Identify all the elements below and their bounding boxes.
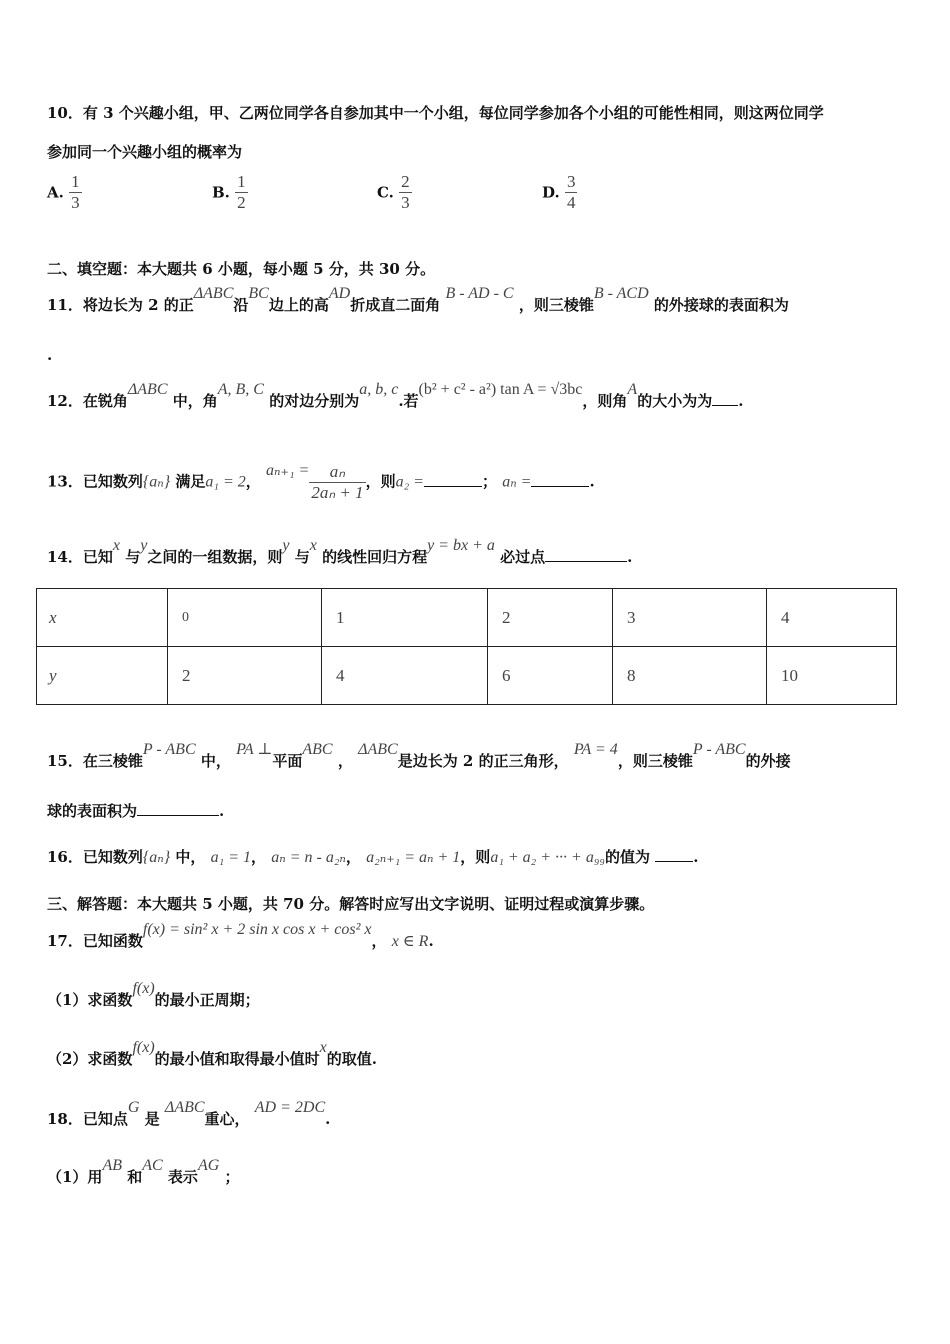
table-cell: 4 <box>767 589 897 647</box>
q14: 14．已知x 与y之间的一组数据，则y 与x 的线性回归方程y = bx + a 必过点 . <box>47 537 633 566</box>
fraction: $\frac{3}{4}$ <box>566 172 576 212</box>
q11-end: . <box>47 346 53 364</box>
answer-blank <box>545 549 627 562</box>
fraction: $\frac{\text{aₙ}}{\text{2aₙ + 1}}$ <box>311 462 364 502</box>
q16: 16．已知数列{aₙ} 中， a₁ = 1， aₙ = n - a₂ₙ， a₂ₙ₊₁ = aₙ + 1，则a₁ + a₂ + ··· + a₉₉的值为 . <box>47 848 699 866</box>
option-label: B. <box>212 183 230 202</box>
q11: 11．将边长为 2 的正ΔABC沿BC边上的高AD折成直二面角 B - AD - C ，则三棱锥B - ACD 的外接球的表面积为 <box>47 285 789 314</box>
option-label: D. <box>542 183 560 202</box>
q15: 15．在三棱锥P - ABC 中， PA ⊥平面ABC ， ΔABC是边长为 2 的正三角形， PA = 4，则三棱锥P - ABC的外接 <box>47 741 791 770</box>
answer-blank <box>137 803 219 816</box>
option-label: C. <box>377 183 394 202</box>
answer-blank <box>655 849 693 862</box>
option-b <box>212 172 248 213</box>
q13: 13．已知数列{aₙ} 满足a₁ = 2， aₙ₊₁ = $\frac{\text{aₙ}}{\text{2aₙ + 1}}$ ，则a₂ = ； aₙ = . <box>47 461 595 502</box>
fraction: $\frac{1}{3}$ <box>71 172 80 212</box>
answer-blank <box>424 474 482 487</box>
table-cell: y <box>37 647 168 705</box>
fraction: $\frac{2}{3}$ <box>401 172 410 212</box>
option-label: A. <box>47 183 64 202</box>
table-cell: 2 <box>488 589 613 647</box>
q17-part2: （2）求函数f(x)的最小值和取得最小值时x的取值. <box>47 1039 378 1068</box>
table-cell: 0 <box>168 589 322 647</box>
table-row <box>37 589 897 647</box>
option-c <box>377 172 412 213</box>
table-cell: 2 <box>168 647 322 705</box>
table-cell: 3 <box>613 589 767 647</box>
option-a <box>47 172 82 213</box>
section-3-heading: 三、解答题：本大题共 5 小题，共 70 分。解答时应写出文字说明、证明过程或演算步骤。 <box>47 895 655 913</box>
section-2-heading: 二、填空题：本大题共 6 小题，每小题 5 分，共 30 分。 <box>47 260 436 278</box>
q17-part1: （1）求函数f(x)的最小正周期； <box>47 980 260 1009</box>
q18-part1: （1）用AB 和AC 表示AG ； <box>47 1157 240 1186</box>
table-cell: x <box>37 589 168 647</box>
fraction: $\frac{1}{2}$ <box>237 172 246 212</box>
table-cell: 4 <box>322 647 488 705</box>
answer-blank <box>531 474 589 487</box>
q12: 12．在锐角ΔABC 中，角A, B, C 的对边分别为a, b, c.若(b² + c² - a²) tan A = √3bc，则角A的大小为为 . <box>47 381 744 410</box>
table-cell: 10 <box>767 647 897 705</box>
table-cell: 1 <box>322 589 488 647</box>
q10-line2: 参加同一个兴趣小组的概率为 <box>47 143 243 161</box>
table-row <box>37 647 897 705</box>
q15-line2: 球的表面积为 . <box>47 802 225 820</box>
data-table <box>36 588 897 705</box>
q10-line1: 10．有 3 个兴趣小组，甲、乙两位同学各自参加其中一个小组，每位同学参加各个小组的可能性相同，则这两位同学 <box>47 104 824 122</box>
q17: 17．已知函数f(x) = sin² x + 2 sin x cos x + cos² x， x ∈ R. <box>47 921 434 950</box>
option-d <box>542 172 577 213</box>
table-cell: 8 <box>613 647 767 705</box>
answer-blank <box>712 393 738 406</box>
table-cell: 6 <box>488 647 613 705</box>
q18: 18．已知点G 是 ΔABC重心， AD = 2DC. <box>47 1099 331 1128</box>
